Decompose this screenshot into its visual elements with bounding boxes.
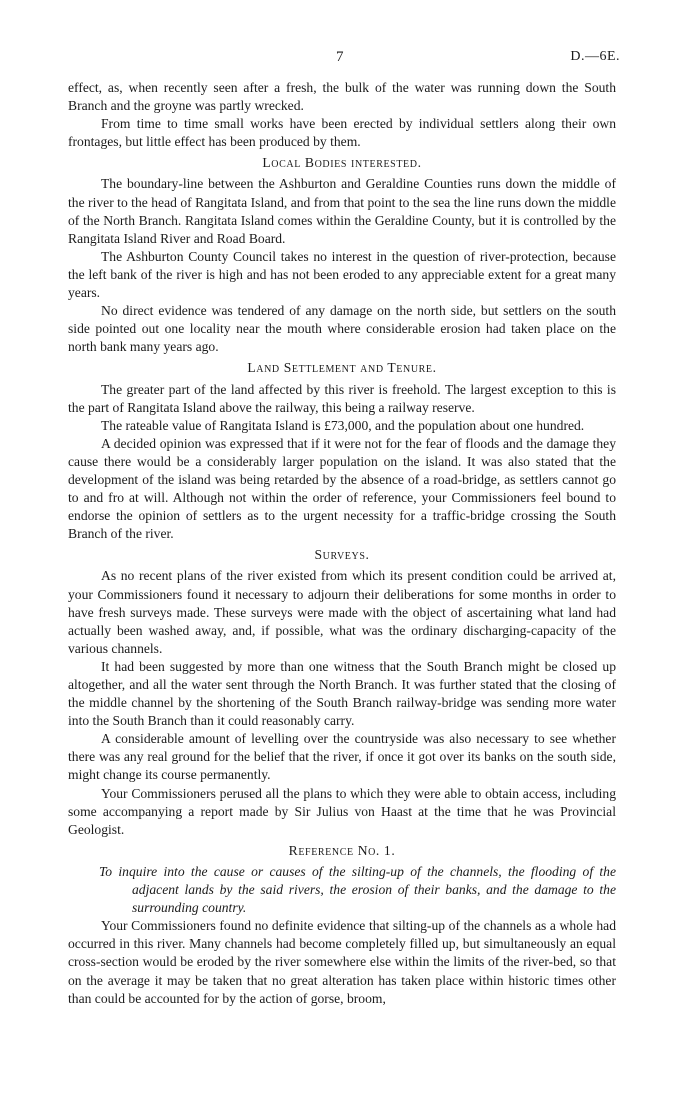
page-header xyxy=(0,48,700,68)
section-heading: Surveys. xyxy=(314,547,370,563)
paragraph: Your Commissioners found no definite evidence that silting-up of the channels as a whole had occurred in this river. Many channels had become completely filled up, but simultaneously an equal cross-section would be eroded by the river somewhere else within the limits of the river-bed, so that on the average it may be taken that no great alteration has taken place within historic times other than could be accounted for by the action of gorse, broom, xyxy=(68,918,616,1006)
paragraph: effect, as, when recently seen after a fresh, the bulk of the water was running down the South Branch and the groyne was partly wrecked. xyxy=(68,80,616,114)
document-body xyxy=(68,79,616,1008)
paragraph: Your Commissioners perused all the plans to which they were able to obtain access, including some accompanying a report made by Sir Julius von Haast at the time that he was Provincial Geologist. xyxy=(68,785,616,837)
paragraph: From time to time small works have been erected by individual settlers along their own frontages, but little effect has been produced by them. xyxy=(68,116,616,150)
paragraph: The rateable value of Rangitata Island is £73,000, and the population about one hundred. xyxy=(101,417,585,433)
section-heading: Land Settlement and Tenure. xyxy=(247,360,437,376)
page-number: 7 xyxy=(336,49,344,65)
paragraph: The boundary-line between the Ashburton and Geraldine Counties runs down the middle of the river to the head of Rangitata Island, and from that point to the sea the line runs down the middle of the North Branch. Rangitata Island comes within the Geraldine County, but it is controlled by the Rangitata Island River and Road Board. xyxy=(68,176,616,246)
paragraph: The Ashburton County Council takes no interest in the question of river-protection, because the left bank of the river is high and has not been eroded to any appreciable extent for a great many years. xyxy=(68,248,616,301)
paragraph: It had been suggested by more than one witness that the South Branch might be closed up altogether, and all the water sent through the North Branch. It was further stated that the closing of the middle channel by the shortening of the South Branch railway-bridge was sending more water into the South Branch than it could reasonably carry. xyxy=(68,658,616,729)
paragraph: A considerable amount of levelling over the countryside was also necessary to see whether there was any real ground for the belief that the river, if once it got over its banks on the south side, might change its course permanently. xyxy=(68,731,616,783)
paragraph: A decided opinion was expressed that if it were not for the fear of floods and the damage they cause there would be a considerably larger population on the island. It was also stated that the development of the island was being retarded by the absence of a road-bridge, as settlers cannot go to and fro at will. Although not within the order of reference, your Commissioners feel bound to endorse the opinion of settlers as to the urgent necessity for a traffic-bridge crossing the South Branch of the river. xyxy=(68,435,616,542)
paragraph: The greater part of the land affected by this river is freehold. The largest exception to this is the part of Rangitata Island above the railway, this being a railway reserve. xyxy=(68,381,616,415)
document-reference: D.—6E. xyxy=(570,49,620,64)
section-heading: Local Bodies interested. xyxy=(262,155,422,171)
section-heading: Reference No. 1. xyxy=(288,842,396,858)
paragraph: As no recent plans of the river existed from which its present condition could be arrived at, your Commissioners found it necessary to adjourn their deliberations for some months in order to have fresh surveys made. These surveys were made with the object of ascertaining what land had actually been washed away, and, if possible, what was the ordinary discharging-capacity of the various channels. xyxy=(68,568,616,656)
reference-clause: To inquire into the cause or causes of the silting-up of the channels, the flooding of the adjacent lands by the said rivers, the erosion of their banks, and the damage to the surrounding country. xyxy=(99,863,616,916)
paragraph: No direct evidence was tendered of any damage on the north side, but settlers on the south side pointed out one locality near the mouth where considerable erosion had taken place on the north bank many years ago. xyxy=(68,303,616,355)
